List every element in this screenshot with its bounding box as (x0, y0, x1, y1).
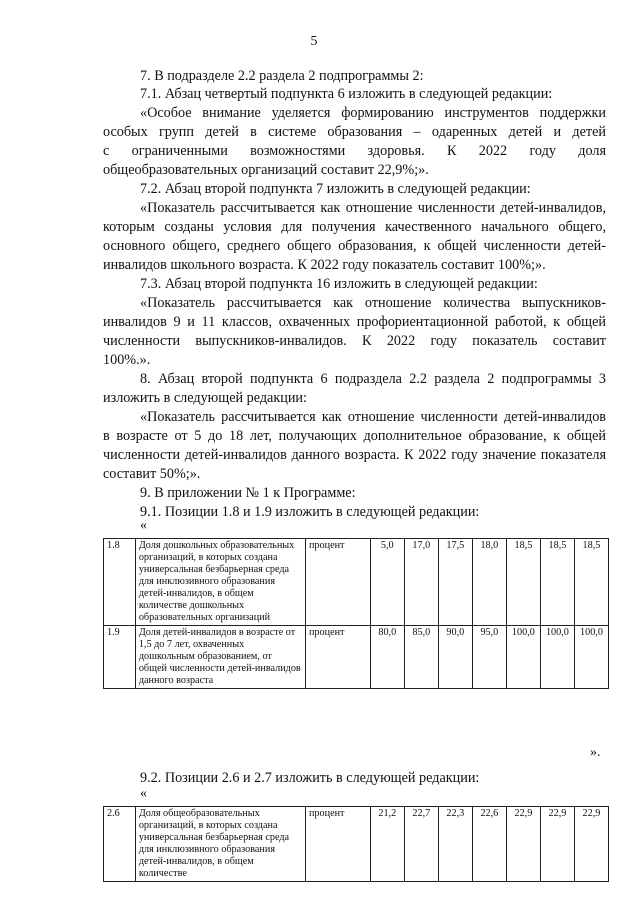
position-code: 1.8 (104, 539, 136, 626)
position-code: 2.6 (104, 807, 136, 882)
opening-quote: « (140, 518, 147, 533)
paragraph-line: 100%.». (103, 352, 151, 368)
table-row (104, 807, 609, 882)
item-9-2-heading: 9.2. Позиции 2.6 и 2.7 изложить в следующей редакции: (140, 770, 480, 786)
paragraph-line: «Показатель рассчитывается как отношение численности детей-инвалидов, (140, 200, 606, 216)
unit-cell: процент (305, 539, 370, 626)
value-cell: 80,0 (370, 626, 404, 689)
value-cell: 17,5 (438, 539, 472, 626)
value-cell: 22,9 (540, 807, 574, 882)
value-cell: 95,0 (472, 626, 506, 689)
unit-cell: процент (305, 807, 370, 882)
paragraph-line: «Показатель рассчитывается как отношение количества выпускников- (140, 295, 606, 311)
value-cell: 22,9 (506, 807, 540, 882)
value-cell: 18,5 (574, 539, 608, 626)
value-cell: 22,7 (404, 807, 438, 882)
value-cell: 100,0 (540, 626, 574, 689)
paragraph-line: «Показатель рассчитывается как отношение численности детей-инвалидов (140, 409, 606, 425)
value-cell: 18,0 (472, 539, 506, 626)
value-cell: 22,3 (438, 807, 472, 882)
paragraph-line: которым созданы условия для получения качественного начального общего, (103, 219, 606, 235)
value-cell: 22,9 (574, 807, 608, 882)
value-cell: 17,0 (404, 539, 438, 626)
closing-quote: ». (590, 745, 601, 760)
positions-table-2 (103, 806, 609, 882)
value-cell: 90,0 (438, 626, 472, 689)
value-cell: 22,6 (472, 807, 506, 882)
value-cell: 18,5 (540, 539, 574, 626)
paragraph-line: инвалидов 9 и 11 классов, охваченных профориентационной работой, к общей (103, 314, 606, 330)
paragraph-line: «Особое внимание уделяется формированию инструментов поддержки (140, 105, 606, 121)
value-cell: 100,0 (506, 626, 540, 689)
paragraph-line: особых групп детей в системе образования – одаренных детей и детей (103, 124, 606, 140)
table-row (104, 626, 609, 689)
paragraph-line: с ограниченными возможностями здоровья. К 2022 году доля (103, 143, 606, 159)
indicator-name: Доля дошкольных образовательных организаций, в которых создана универсальная безбарьерная среда для инклюзивного образования детей-инвалидов, в общем количестве дошкольных образовательных организаций (135, 539, 305, 626)
opening-quote: « (140, 786, 147, 801)
table-row (104, 539, 609, 626)
value-cell: 18,5 (506, 539, 540, 626)
paragraph-line: составит 50%;». (103, 466, 201, 482)
paragraph-line: изложить в следующей редакции: (103, 390, 307, 406)
paragraph-line: основного общего, среднего общего образования, к общей численности детей- (103, 238, 606, 254)
paragraph-line: численности детей-инвалидов данного возраста. К 2022 году значение показателя (103, 447, 606, 463)
item-9-1-heading: 9.1. Позиции 1.8 и 1.9 изложить в следующей редакции: (140, 504, 480, 520)
value-cell: 100,0 (574, 626, 608, 689)
position-code: 1.9 (104, 626, 136, 689)
item-7-2-heading: 7.2. Абзац второй подпункта 7 изложить в следующей редакции: (140, 181, 531, 197)
value-cell: 5,0 (370, 539, 404, 626)
unit-cell: процент (305, 626, 370, 689)
item-8-heading: 8. Абзац второй подпункта 6 подраздела 2.2 раздела 2 подпрограммы 3 (140, 371, 606, 387)
item-9-heading: 9. В приложении № 1 к Программе: (140, 485, 356, 501)
indicator-name: Доля детей-инвалидов в возрасте от 1,5 до 7 лет, охваченных дошкольным образованием, от общей численности детей-инвалидов данного возраста (135, 626, 305, 689)
value-cell: 85,0 (404, 626, 438, 689)
value-cell: 21,2 (370, 807, 404, 882)
indicator-name: Доля общеобразовательных организаций, в которых создана универсальная безбарьерная среда для инклюзивного образования детей-инвалидов, в общем количестве (135, 807, 305, 882)
item-7-1-heading: 7.1. Абзац четвертый подпункта 6 изложить в следующей редакции: (140, 86, 553, 102)
page-number: 5 (310, 34, 318, 49)
paragraph-line: численности выпускников-инвалидов. К 2022 году показатель составит (103, 333, 606, 349)
paragraph-line: инвалидов школьного возраста. К 2022 году показатель составит 100%;». (103, 257, 546, 273)
item-7-3-heading: 7.3. Абзац второй подпункта 16 изложить в следующей редакции: (140, 276, 538, 292)
item-7-heading: 7. В подразделе 2.2 раздела 2 подпрограммы 2: (140, 68, 424, 84)
paragraph-line: общеобразовательных организаций составит 22,9%;». (103, 162, 429, 178)
positions-table-1 (103, 538, 609, 689)
paragraph-line: в возрасте от 5 до 18 лет, получающих дополнительное образование, к общей (103, 428, 606, 444)
